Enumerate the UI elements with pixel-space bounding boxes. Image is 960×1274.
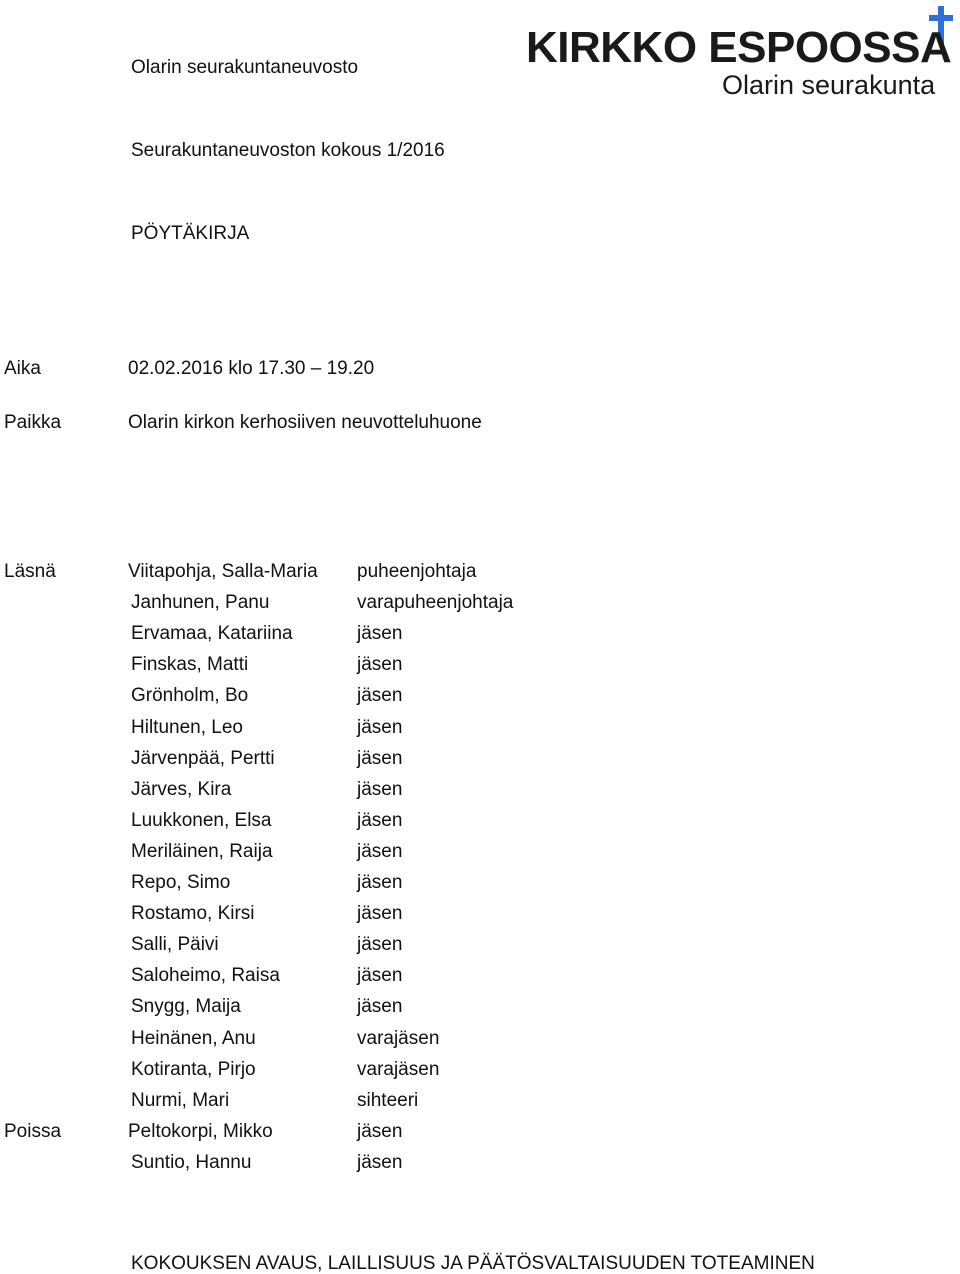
member-role: puheenjohtaja [357,561,477,582]
member-name: Nurmi, Mari [131,1090,230,1111]
member-role: jäsen [357,934,403,955]
member-role: jäsen [357,717,403,738]
section-heading: KOKOUKSEN AVAUS, LAILLISUUS JA PÄÄTÖSVALTAISUUDEN TOTEAMINEN [131,1253,815,1274]
member-role: jäsen [357,965,403,986]
time-label: Aika [4,358,41,379]
member-role: jäsen [357,1121,403,1142]
member-name: Peltokorpi, Mikko [128,1121,273,1142]
member-role: jäsen [357,810,403,831]
place-label: Paikka [4,412,62,433]
member-name: Kotiranta, Pirjo [131,1059,256,1080]
member-name: Suntio, Hannu [131,1152,252,1173]
kirkko-espoossa-logo [526,6,956,102]
member-name: Finskas, Matti [131,654,249,675]
member-name: Salli, Päivi [131,934,219,955]
member-role: varajäsen [357,1028,440,1049]
member-role: jäsen [357,748,403,769]
member-role: jäsen [357,623,403,644]
member-name: Snygg, Maija [131,996,241,1017]
member-role: jäsen [357,903,403,924]
absent-label: Poissa [4,1121,62,1142]
member-role: jäsen [357,685,403,706]
place-value: Olarin kirkon kerhosiiven neuvotteluhuone [128,412,482,433]
member-name: Repo, Simo [131,872,231,893]
logo-sub-text: Olarin seurakunta [722,70,936,100]
member-role: jäsen [357,654,403,675]
member-name: Järves, Kira [131,779,232,800]
member-role: varajäsen [357,1059,440,1080]
document-type: PÖYTÄKIRJA [131,223,250,244]
member-name: Ervamaa, Katariina [131,623,293,644]
member-name: Järvenpää, Pertti [131,748,275,769]
meeting-title: Seurakuntaneuvoston kokous 1/2016 [131,140,445,161]
member-role: sihteeri [357,1090,419,1111]
member-name: Janhunen, Panu [131,592,270,613]
member-role: varapuheenjohtaja [357,592,514,613]
member-name: Luukkonen, Elsa [131,810,272,831]
organization-name: Olarin seurakuntaneuvosto [131,57,359,78]
present-label: Läsnä [4,561,56,582]
member-name: Meriläinen, Raija [131,841,273,862]
member-name: Heinänen, Anu [131,1028,256,1049]
time-value: 02.02.2016 klo 17.30 – 19.20 [128,358,375,379]
logo-main-text: KIRKKO ESPOOSSA [526,23,952,72]
member-role: jäsen [357,841,403,862]
member-name: Grönholm, Bo [131,685,249,706]
member-name: Viitapohja, Salla-Maria [128,561,318,582]
member-role: jäsen [357,779,403,800]
member-role: jäsen [357,1152,403,1173]
member-name: Saloheimo, Raisa [131,965,280,986]
member-name: Hiltunen, Leo [131,717,243,738]
member-name: Rostamo, Kirsi [131,903,255,924]
member-role: jäsen [357,996,403,1017]
member-role: jäsen [357,872,403,893]
